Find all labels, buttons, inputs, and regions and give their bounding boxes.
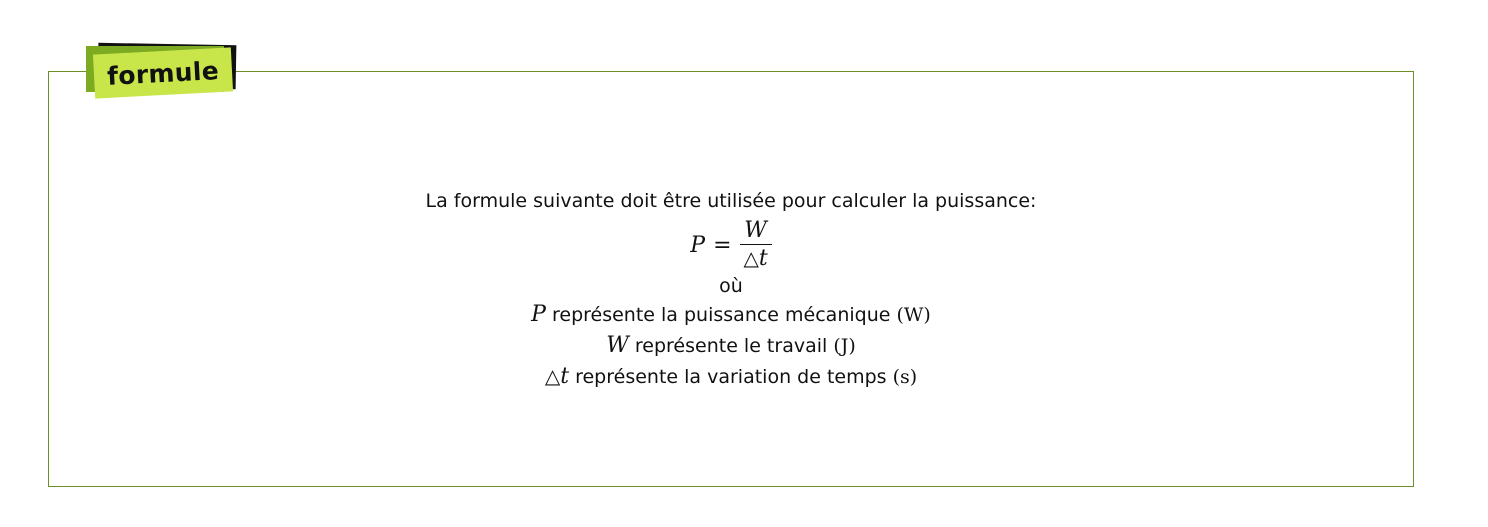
definition-row [48,361,1414,392]
formula-lhs: P [690,232,706,258]
fraction-denominator [740,245,772,271]
definition-text: représente la puissance mécanique [545,304,897,326]
intro-text: La formule suivante doit être utilisée pour calculer la puissance: [425,190,1037,212]
formula-fraction [740,219,772,272]
formula-content [48,186,1414,392]
definition-row [48,299,1414,330]
formula-equals: = [713,232,732,258]
definition-unit: (W) [896,304,931,326]
definition-text: représente la variation de temps [569,366,893,388]
fraction-numerator: W [744,217,767,243]
definition-symbol: P [531,302,546,327]
tag-front-shape [93,47,233,98]
definition-symbol: W [606,333,629,358]
definition-symbol-prefix: △ [544,364,561,388]
definition-symbol: t [560,364,570,389]
definition-unit: (s) [892,366,918,388]
power-formula [48,217,1414,273]
delta-icon: △ [743,246,759,271]
tag-label: formule [106,55,220,91]
definition-unit: (J) [833,335,856,357]
denominator-var: t [758,246,768,272]
formula-tag [84,42,239,104]
where-label: où [719,275,743,297]
definition-text: représente le travail [628,335,834,357]
definition-row [48,330,1414,361]
